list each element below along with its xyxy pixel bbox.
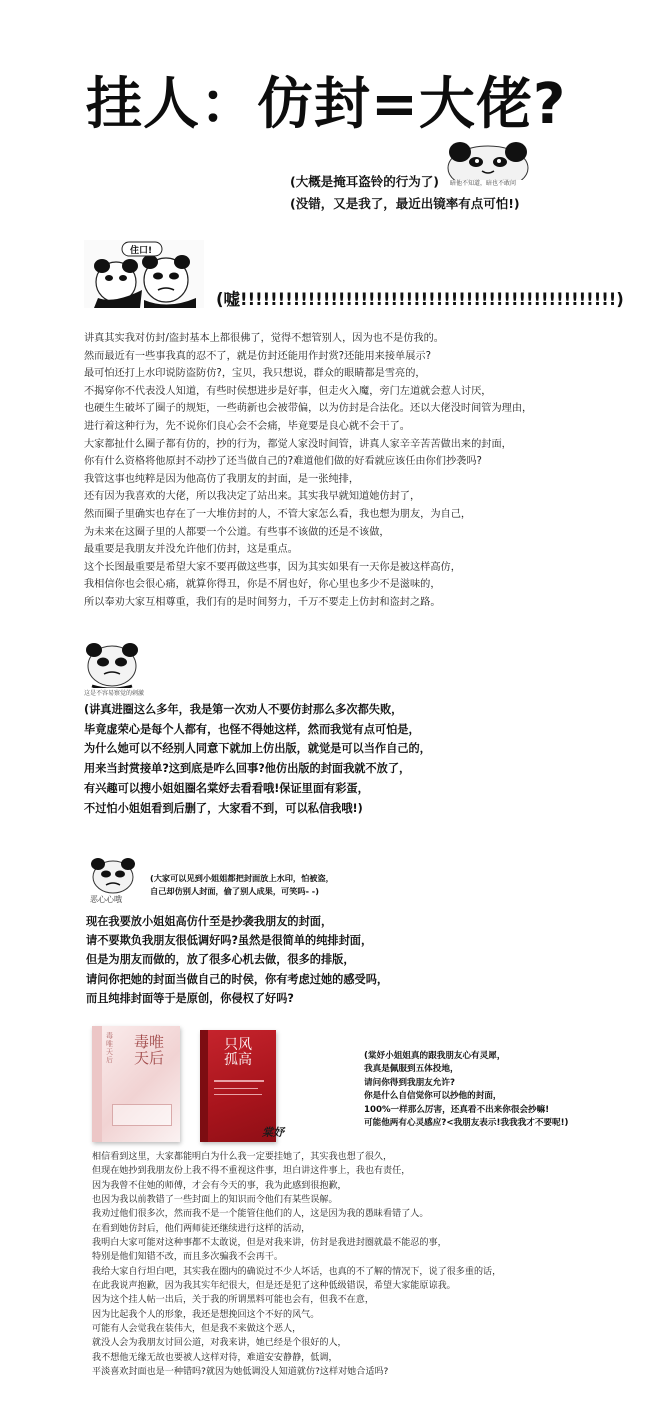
text-line: 进行着这种行为，先不说你们良心会不会痛，毕竟要是良心就不会干了。 (84, 420, 410, 432)
text-line: 我给大家自行坦白吧，其实我在圈内的确说过不少人坏话，也真的不了解的情况下，说了很多重的话， (92, 1266, 502, 1277)
text-line: 我相信你也会很心痛，就算你得丑，你是不屑也好，你心里也多少不是滋味的， (84, 579, 441, 591)
panda-meme-glasses (84, 640, 154, 696)
text-line: 用来当封赏接单?这到底是咋么回事?他仿出版的封面我就不放了， (84, 762, 411, 776)
page-title: 挂人：仿封=大佬? (86, 72, 567, 137)
book-title-line: 毒唯 (134, 1033, 165, 1051)
text-line: 然而圈子里确实也存在了一大堆仿封的人，不管大家怎么看，我也想为朋友，为自己， (84, 508, 472, 520)
subtitle-line-1: (大概是掩耳盗铃的行为了) (290, 174, 439, 189)
text-line: 最可怕还打上水印说防盗防仿?，宝贝，我只想说，群众的眼睛都是雪亮的， (84, 368, 426, 380)
text-line: 这个长图最重要是希望大家不要再做这些事，因为其实如果有一天你是被这样高仿， (84, 561, 461, 573)
text-line: 可能他两有心灵感应?<我朋友表示!我我我才不要呢!) (364, 1118, 569, 1129)
text-line: 100%一样那么厉害，还真看不出来你很会抄嘛! (364, 1104, 550, 1115)
text-line: 不过怕小姐姐看到后删了，大家看不到，可以私信我哦!) (84, 801, 363, 815)
text-line: 毕竟虚荣心是每个人都有，也怪不得她这样，然而我觉有点可怕是， (84, 722, 420, 736)
book-spine (92, 1026, 102, 1142)
book-side-text: 毒唯天后 (106, 1032, 113, 1064)
hush-bubble-text: 住口! (130, 246, 153, 256)
book-divider (214, 1088, 258, 1089)
panda-face-icon (84, 640, 140, 688)
book-title (134, 1034, 164, 1066)
text-line: 因为比起我个人的形象，我还是想挽回这个不好的风气。 (92, 1309, 320, 1320)
panda-face-icon (446, 138, 530, 180)
text-line: 在此我说声抱歉，因为我其实年纪很大，但是还是犯了这种低级错误，希望大家能原谅我。 (92, 1281, 456, 1292)
text-line: 还有因为我喜欢的大佬，所以我决定了站出来。其实我早就知道她仿封了， (84, 491, 421, 503)
text-line: 但现在她抄到我朋友份上我不得不重视这件事，坦白讲这件事上，我也有责任， (92, 1166, 411, 1177)
meme-caption: 暗他不知道，暗也不敢问 (450, 180, 517, 187)
text-line: 相信看到这里，大家都能明白为什么我一定要挂她了，其实我也想了很久， (92, 1152, 393, 1162)
text-line: 然而最近有一些事我真的忍不了，就是仿封还能用作封赏?还能用来接单展示? (84, 350, 431, 362)
text-line: 在看到她仿封后，他们两师徒还继续进行这样的活动， (92, 1223, 311, 1234)
meme-caption: 这是不容易察觉的刺激 (84, 690, 145, 697)
text-line: 因为我曾不住她的师傅，才会有今天的事，我为此感到很抱歉， (92, 1180, 347, 1191)
book-title-line: 孤高 (224, 1052, 252, 1068)
text-line: 可能有人会觉我在装伟大，但是我不来做这个恶人， (92, 1324, 302, 1335)
text-line: 请不要欺负我朋友很低调好吗?虽然是很简单的纯排封面， (86, 934, 373, 948)
text-line: 不揭穿你不代表没人知道，有些时侯想进步是好事，但走火入魔，旁门左道就会惹人讨厌， (84, 385, 492, 397)
text-line: 现在我要放小姐姐高仿什至是抄袭我朋友的封面， (86, 915, 333, 928)
text-line: 有兴趣可以搜小姐姐圈名棠妤去看看哦!保证里面有彩蛋， (84, 781, 369, 795)
text-line: 因为这个挂人帖一出后，关于我的所谓黑料可能也会有，但我不在意， (92, 1295, 374, 1306)
text-line: 我管这事也纯粹是因为他高仿了我朋友的封面，是一张纯排， (84, 473, 360, 485)
book-blurb-box (112, 1104, 172, 1126)
text-line: 特别是他们知错不改，而且多次骗我不会再干。 (92, 1252, 283, 1263)
paragraph-closing (92, 1150, 501, 1380)
book-cover-original (92, 1026, 180, 1142)
text-line: 所以奉劝大家互相尊重，我们有的是时间努力，千万不要走上仿封和盗封之路。 (84, 596, 441, 608)
signature-watermark: 棠妤 (262, 1126, 284, 1139)
text-line: 我不想他无缘无故也要被人这样对待，难道安安静静，低调， (92, 1352, 338, 1363)
text-line: 讲真其实我对仿封/盗封基本上都很佛了，觉得不想管别人，因为也不是仿我的。 (84, 333, 444, 344)
text-line: 而且纯排封面等于是原创，你侵权了好吗? (86, 991, 294, 1005)
text-line: 也硬生生破坏了圈子的规矩，一些萌新也会被带偏，以为仿封是合法化。还以大佬没时间管为理由， (84, 403, 533, 415)
text-line: 请问你得到我朋友允许? (364, 1077, 455, 1088)
paragraph-intro (84, 330, 532, 612)
text-line: 请问你把她的封面当做自己的时侯，你有考虑过她的感受吗， (86, 972, 389, 986)
text-line: 自己却仿别人封面，偷了别人成果，可笑吗- -) (150, 886, 319, 896)
text-line: (棠妤小姐姐真的跟我朋友心有灵犀， (364, 1051, 506, 1061)
text-line: (讲真进圈这么多年，我是第一次劝人不要仿封那么多次都失败， (84, 703, 403, 716)
text-line: 平淡喜欢封面也是一种错吗?就因为她低调没人知道就仿?这样对她合适吗? (92, 1367, 389, 1378)
paragraph-explain (84, 700, 431, 818)
meme-note (150, 872, 334, 898)
text-line: 大家都扯什么圈子都有仿的，抄的行为，都觉人家没时间管，讲真人家辛辛苦苦做出来的封面， (84, 438, 512, 450)
panda-meme-peek (446, 138, 530, 188)
panda-face-icon (90, 856, 136, 894)
panda-meme-disgust (86, 856, 142, 906)
text-line: 我明白大家可能对这种事都不太敢说，但是对我来讲，仿封是我进封圈就最不能忍的事， (92, 1238, 447, 1249)
paragraph-covers (86, 912, 388, 1008)
text-line: (大家可以见到小姐姐都把封面放上水印，怕被盗， (150, 873, 334, 883)
text-line: 但是为朋友而做的，放了很多心机去做，很多的排版， (86, 953, 355, 967)
book-spine (200, 1030, 208, 1142)
book-title-line: 天后 (134, 1049, 165, 1067)
cover-note (364, 1050, 568, 1130)
book-title-line: 只风 (224, 1037, 252, 1053)
book-divider (214, 1094, 262, 1095)
hush-exclaim: (嘘!!!!!!!!!!!!!!!!!!!!!!!!!!!!!!!!!!!!!!!!!!!!!!!!!!) (216, 290, 624, 309)
subtitle-line-2: (没错，又是我了，最近出镜率有点可怕!) (290, 196, 520, 211)
text-line: 你有什么资格将他原封不动抄了还当做自己的?难道他们做的好看就应该任由你们抄袭吗? (84, 456, 482, 468)
text-line: 你是什么自信觉你可以抄他的封面， (364, 1091, 502, 1102)
text-line: 我劝过他们很多次，然而我不是一个能管住他们的人，这是因为我的愚昧看错了人。 (92, 1209, 429, 1220)
meme-caption: 恶心心哦 (90, 895, 122, 904)
book-divider (214, 1080, 264, 1082)
text-line: 就没人会为我朋友讨回公道，对我来讲，她已经是个很好的人， (92, 1338, 347, 1349)
book-title (224, 1038, 252, 1068)
panda-meme-hush (84, 240, 204, 308)
text-line: 最重要是我朋友并没允许他们仿封，这是重点。 (84, 544, 298, 556)
text-line: 也因为我以前教错了一些封面上的知识而令他们有某些误解。 (92, 1195, 338, 1206)
text-line: 我真是佩服到五体投地， (364, 1064, 459, 1075)
text-line: 为什么她可以不经别人同意下就加上仿出版，就觉是可以当作自己的， (84, 742, 431, 756)
text-line: 为未来在这圈子里的人都要一个公道。有些事不该做的还是不该做， (84, 526, 390, 538)
